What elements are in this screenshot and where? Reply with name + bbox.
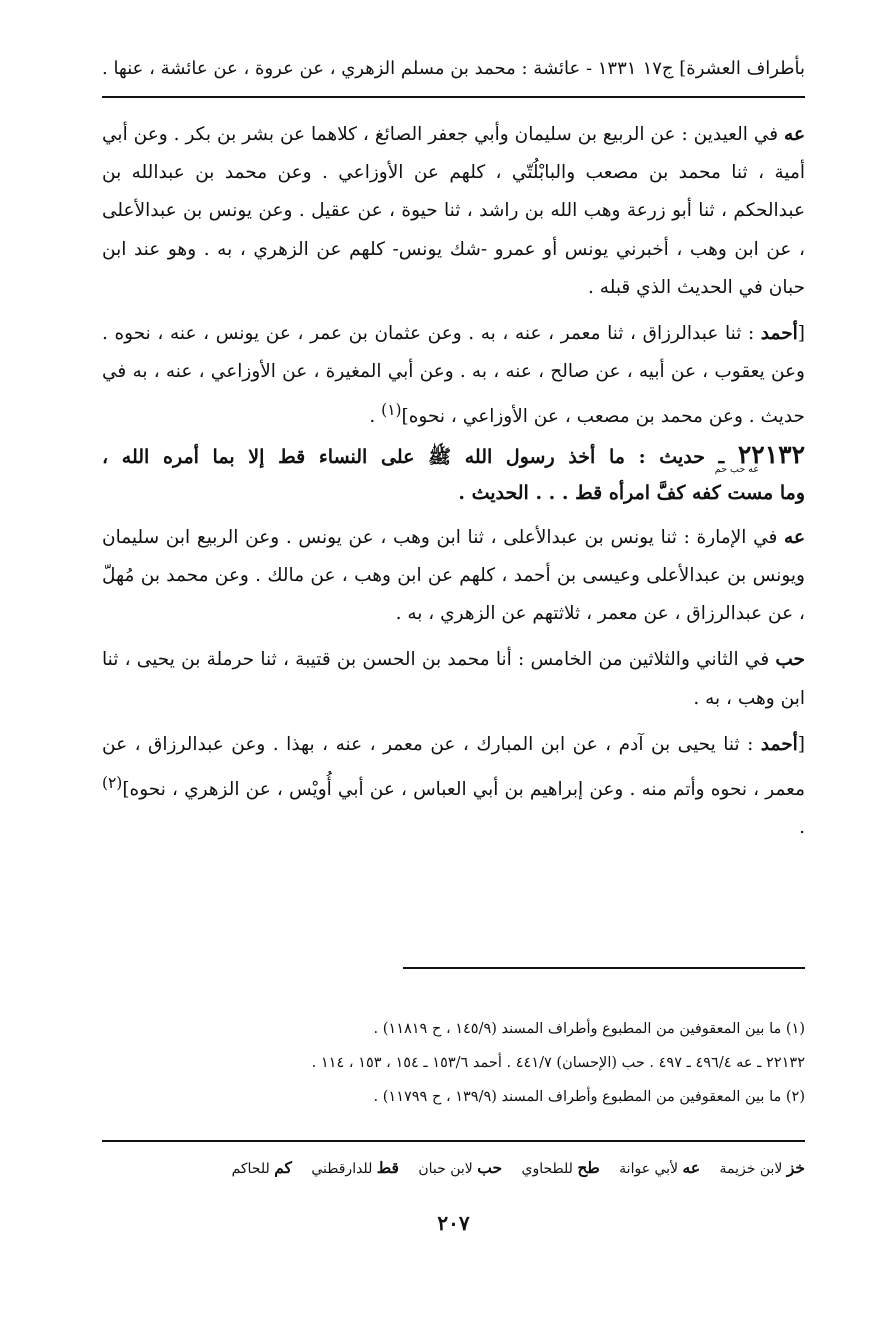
source-label: أحمد	[760, 733, 798, 755]
paragraph-text: : ثنا عبدالرزاق ، ثنا معمر ، عنه ، به . وعن عثمان بن عمر ، عن يونس ، عنه ، نحوه . وعن يعقوب ، عن أبيه ، عن صالح ، عنه ، به . وعن أبي المغيرة ، عن الأوزاعي ، عنه ، به في حديث . وعن محمد بن مصعب ، عن الأوزاعي ، نحوه]	[102, 323, 805, 428]
source-label: حب	[775, 649, 805, 671]
hadith-text-1: : ما أخذ رسول الله ﷺ على النساء قط إلا بما أمره الله ،	[102, 445, 660, 468]
abbreviation: كم للحاكم	[231, 1158, 292, 1177]
hadith-heading	[102, 437, 805, 511]
footnote-2: (٢) ما بين المعقوفين من المطبوع وأطراف المسند (١٣٩/٩ ، ح ١١٧٩٩) .	[373, 1089, 805, 1105]
hadith-line-2: وما مست كفه كفَّ امرأه قط . . . الحديث .	[458, 481, 805, 504]
source-label: عه	[784, 526, 805, 548]
hadith-dash: ـ	[704, 445, 738, 468]
open-bracket: [	[797, 733, 805, 755]
abbreviations-key	[217, 1158, 805, 1179]
paragraph-end: .	[799, 817, 805, 839]
footnote-ref-1[interactable]: (١)	[381, 401, 402, 420]
footnote-1: (١) ما بين المعقوفين من المطبوع وأطراف المسند (١٤٥/٩ ، ح ١١٨١٩) .	[373, 1021, 805, 1037]
footnote-rule	[403, 967, 805, 969]
main-text	[102, 116, 805, 848]
footnotes	[102, 1012, 805, 1114]
hadith-number: ٢٢١٣٢	[737, 439, 805, 469]
paragraph-abu-awana-eidain	[102, 116, 805, 307]
paragraph-ahmad-1	[102, 315, 805, 437]
footnote-sources: ٢٢١٣٢ ـ عه ٤٩٦/٤ ـ ٤٩٧ . حب (الإحسان) ٤٤١/٧ . أحمد ١٥٣/٦ ـ ١٥٤ ، ١٥٣ ، ١١٤ .	[311, 1055, 805, 1071]
hadith-sigla: عه حب حم	[714, 463, 759, 475]
paragraph-text: في العيدين : عن الربيع بن سليمان وأبي جعفر الصائغ ، كلاهما عن بشر بن بكر . وعن أبي أمية ، ثنا محمد بن مصعب والبابْلُتّي ، كلهم عن الأوزاعي . وعن محمد بن عبدالله بن عبدالحكم ، ثنا أبو زرعة وهب الله بن راشد ، ثنا حيوة ، عن عقيل . وعن يونس بن عبدالأعلى ، عن ابن وهب ، أخبرني يونس أو عمرو -شك يونس- كلهم عن الزهري ، به . وهو عند ابن حبان في الحديث الذي قبله .	[102, 124, 805, 298]
abbreviation: عه لأبي عوانة	[619, 1158, 701, 1177]
paragraph-abu-awana-imara	[102, 519, 805, 634]
paragraph-text: في الثاني والثلاثين من الخامس : أنا محمد بن الحسن بن قتيبة ، ثنا حرملة بن يحيى ، ثنا ابن وهب ، به .	[102, 649, 805, 709]
hadith-line-1	[102, 437, 805, 475]
paragraph-text: : ثنا يحيى بن آدم ، عن ابن المبارك ، عن معمر ، عنه ، بهذا . وعن عبدالرزاق ، عن معمر ، نحوه وأتم منه . وعن إبراهيم بن أبي العباس ، عن أبي أُويْس ، عن الزهري ، نحوه]	[102, 733, 805, 801]
abbreviation: خز لابن خزيمة	[719, 1158, 805, 1177]
abbreviation: طح للطحاوي	[521, 1158, 600, 1177]
footnote-ref-2[interactable]: (٢)	[102, 774, 123, 792]
page-number: ٢٠٧	[437, 1211, 470, 1235]
abbreviation: قط للدارقطني	[311, 1158, 399, 1177]
open-bracket: [	[797, 323, 805, 345]
hadith-word: حديث	[659, 445, 705, 468]
paragraph-end: .	[369, 406, 382, 428]
header-rule	[102, 96, 805, 98]
paragraph-ahmad-2	[102, 726, 805, 848]
abbreviation: حب لابن حبان	[418, 1158, 503, 1177]
source-label: عه	[784, 124, 805, 145]
paragraph-text: في الإمارة : ثنا يونس بن عبدالأعلى ، ثنا ابن وهب ، عن يونس . وعن الربيع ابن سليمان ويونس بن عبدالأعلى وعيسى بن أحمد ، كلهم عن ابن وهب ، عن مالك . وعن محمد بن مُهلّ ، عن عبدالرزاق ، عن معمر ، ثلاثتهم عن الزهري ، به .	[102, 526, 805, 625]
running-head-title: بأطراف العشرة] ج١٧	[642, 58, 805, 79]
source-label: أحمد	[760, 323, 798, 345]
running-head	[102, 52, 805, 86]
paragraph-ibn-hibban	[102, 641, 805, 717]
running-head-section: ١٣٣١ - عائشة : محمد بن مسلم الزهري ، عن عروة ، عن عائشة ، عنها .	[102, 58, 637, 79]
book-page	[102, 0, 805, 1317]
abbreviations-rule	[102, 1140, 805, 1142]
